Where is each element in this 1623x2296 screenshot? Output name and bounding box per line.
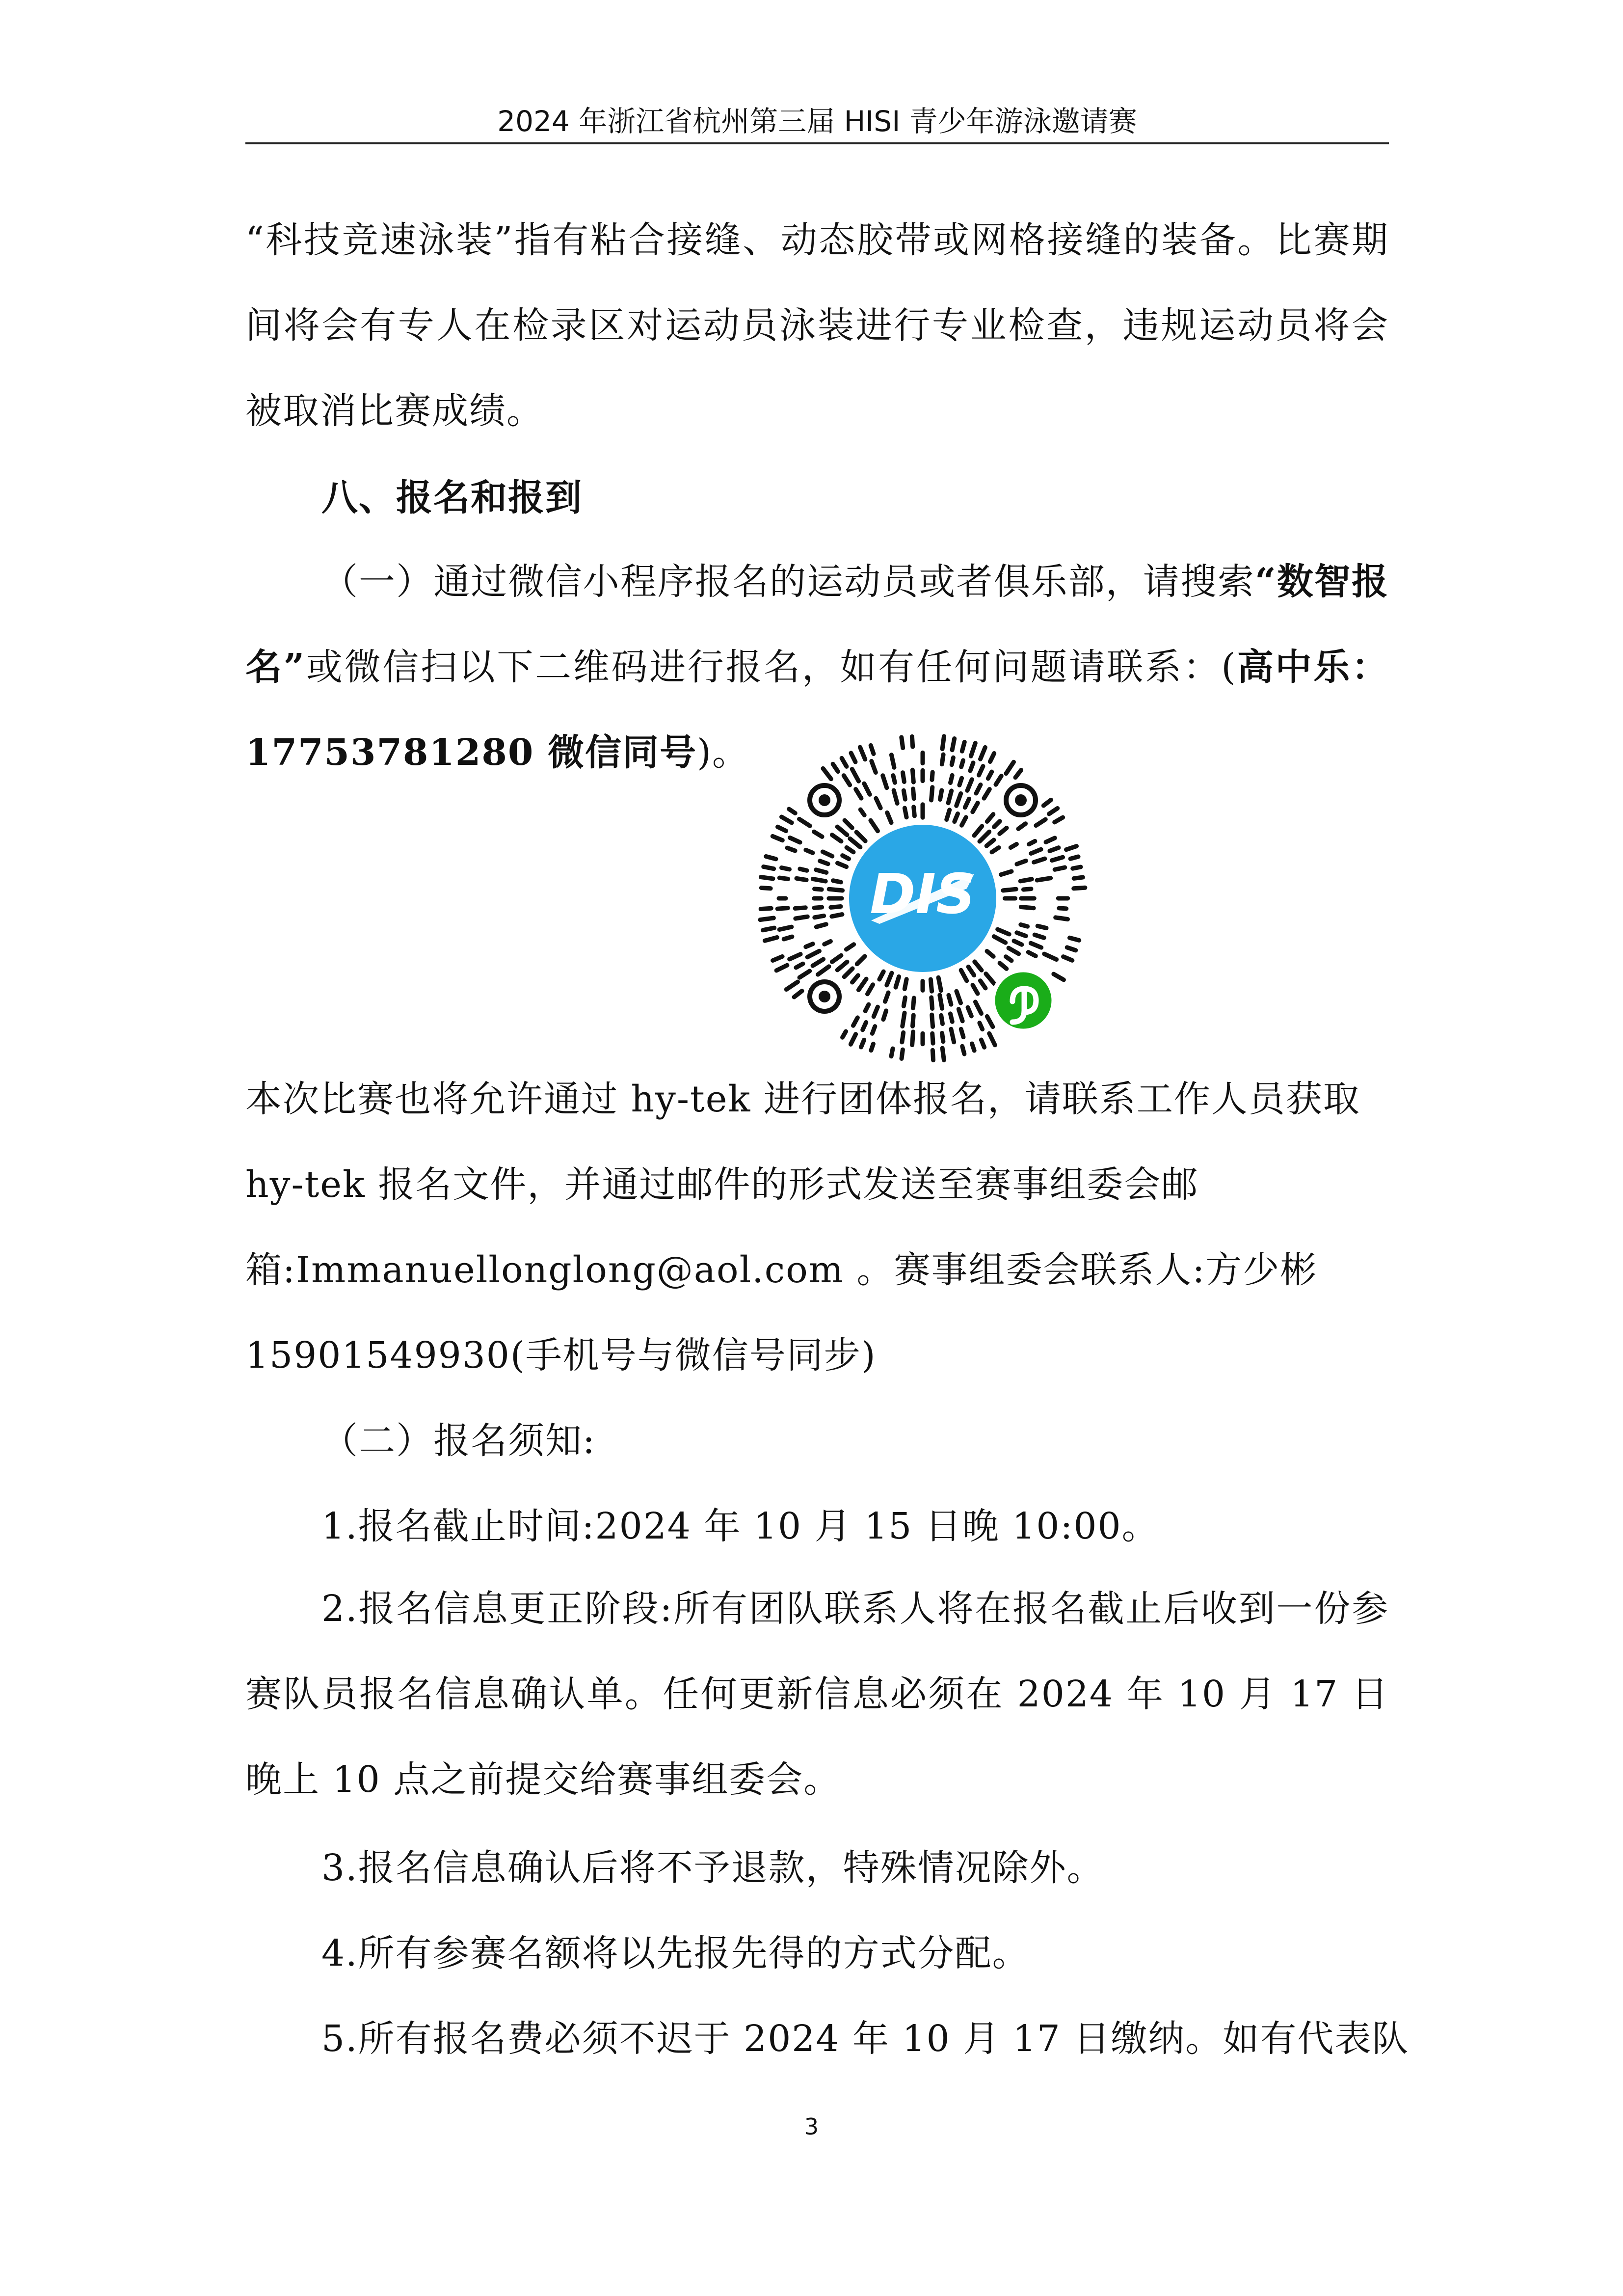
qr-code-tick — [994, 937, 1005, 943]
qr-code-tick — [773, 956, 783, 960]
hytek-line-4-phone: 15901549930(手机号与微信号同步) — [245, 1334, 877, 1377]
qr-code-tick — [942, 1033, 943, 1042]
qr-code-tick — [961, 1029, 963, 1037]
qr-code-tick — [1074, 877, 1083, 878]
qr-code-tick — [975, 962, 982, 970]
qr-code-tick — [968, 967, 974, 975]
qr-code-tick — [905, 979, 906, 989]
qr-code-tick — [940, 790, 942, 800]
qr-code-tick — [965, 799, 969, 808]
qr-code-tick — [806, 850, 813, 853]
contact-phone: 高中乐：17753781280 微信同号 — [245, 646, 1389, 774]
qr-code-tick — [823, 768, 831, 779]
qr-code-tick — [852, 769, 858, 782]
header-rule — [245, 142, 1389, 144]
qr-code-tick — [846, 945, 853, 949]
qr-code-tick — [951, 1029, 954, 1042]
qr-code-tick — [806, 944, 813, 947]
qr-code-tick — [980, 981, 985, 988]
qr-code-tick — [1023, 889, 1031, 890]
qr-code-tick — [786, 982, 798, 990]
qr-code-tick — [1028, 952, 1036, 956]
qr-code-tick — [903, 1013, 905, 1026]
qr-code-tick — [782, 868, 790, 869]
qr-code-tick — [885, 993, 889, 1001]
wechat-reg-text-1: （一）通过微信小程序报名的运动员或者俱乐部，请搜索 — [321, 561, 1255, 603]
qr-code-tick — [796, 917, 808, 918]
qr-code-tick — [1021, 907, 1034, 908]
qr-code-tick — [1017, 933, 1026, 936]
qr-code-tick — [1073, 867, 1081, 868]
qr-code-tick — [986, 974, 994, 984]
qr-code-tick — [902, 1032, 904, 1042]
wechat-reg-text-2: 或微信扫以下二维码进行报名，如有任何问题请联系：( — [305, 646, 1237, 688]
qr-code-tick — [987, 951, 993, 957]
qr-code-tick — [764, 867, 774, 869]
qr-code-tick — [779, 878, 788, 879]
qr-code-tick — [987, 1016, 993, 1026]
qr-code-tick — [790, 838, 800, 842]
qr-code-tick — [996, 776, 1001, 785]
qr-code-tick — [1074, 888, 1085, 889]
qr-code-tick — [959, 778, 962, 785]
qr-code-tick — [765, 938, 777, 941]
notice-item-5: 5.所有报名费必须不迟于 2024 年 10 月 17 日缴纳。如有代表队 — [321, 2018, 1410, 2060]
qr-code-tick — [1006, 762, 1014, 773]
qr-code-tick — [887, 812, 891, 822]
qr-code-tick — [820, 861, 828, 864]
qr-code-tick — [772, 836, 782, 840]
qr-code-tick — [973, 985, 978, 994]
qr-code-tick — [1006, 957, 1012, 961]
qr-code-tick — [1064, 957, 1072, 961]
qr-code-tick — [1056, 918, 1068, 919]
qr-code-tick — [782, 817, 792, 823]
qr-code-tick — [861, 1040, 864, 1047]
qr-code-tick — [776, 965, 787, 971]
qr-code-tick — [992, 848, 999, 852]
search-keyword: “数智报名” — [245, 561, 1389, 688]
qr-code-tick — [987, 814, 993, 822]
qr-code-tick — [958, 1009, 962, 1021]
qr-code-tick — [961, 970, 967, 981]
qr-code-tick — [989, 1033, 995, 1045]
qr-code-tick — [761, 908, 771, 909]
qr-code-tick — [832, 915, 842, 917]
qr-code-tick — [876, 798, 880, 808]
qr-code-tick — [962, 1046, 964, 1054]
qr-code-tick — [872, 761, 876, 773]
qr-code-tick — [815, 916, 824, 918]
qr-code-tick — [832, 835, 841, 841]
qr-code-tick — [857, 956, 865, 964]
qr-code-tick — [856, 789, 861, 799]
qr-code-tick — [1021, 925, 1028, 927]
qr-code-tick — [779, 927, 792, 929]
qr-code-tick — [763, 928, 774, 930]
qr-code-tick — [813, 879, 825, 882]
qr-code-tick — [988, 772, 992, 779]
qr-code-tick — [837, 962, 847, 970]
running-header: 2024 年浙江省杭州第三届 HISI 青少年游泳邀请赛 — [497, 105, 1137, 138]
qr-code-tick — [1044, 954, 1057, 959]
qr-code-tick — [1050, 848, 1059, 851]
qr-code-tick — [794, 991, 802, 997]
qr-code-tick — [981, 747, 985, 759]
qr-code-tick — [1015, 770, 1021, 778]
qr-code-tick — [813, 959, 824, 966]
qr-code-tick — [1066, 846, 1077, 850]
qr-code-tick — [931, 787, 932, 800]
qr-code-tick — [904, 998, 905, 1006]
qr-code-tick — [902, 1050, 903, 1058]
qr-code-tick — [837, 827, 847, 835]
qr-code-tick — [905, 808, 906, 817]
qr-code-tick — [951, 775, 953, 783]
qr-code-tick — [894, 790, 897, 804]
qr-code-tick — [858, 979, 866, 990]
qr-code-tick — [1029, 841, 1035, 844]
qr-code-tick — [790, 954, 801, 959]
qr-code-tick — [832, 955, 841, 962]
qr-code-tick — [1014, 941, 1022, 945]
qr-code-tick — [979, 766, 983, 775]
qr-code-tick — [829, 889, 843, 891]
qr-code-tick — [1020, 879, 1032, 881]
qr-code-tick — [942, 736, 944, 749]
qr-code-tick — [843, 856, 849, 859]
qr-code-tick — [957, 794, 961, 806]
qr-code-tick — [912, 770, 913, 782]
qr-code-tick — [961, 760, 963, 767]
qr-code-tick — [887, 973, 892, 985]
qr-code-tick — [761, 888, 771, 889]
qr-code-tick — [967, 780, 972, 791]
qr-code-tick — [883, 776, 887, 788]
qr-code-tick — [1031, 849, 1041, 853]
hytek-line-1: 本次比赛也将允许通过 hy-tek 进行团体报名，请联系工作人员获取 — [245, 1078, 1360, 1120]
qr-code-tick — [1055, 817, 1063, 822]
qr-code-tick — [799, 819, 810, 826]
qr-code-tick — [874, 1007, 878, 1017]
notice-item-1: 1.报名截止时间:2024 年 10 月 15 日晚 10:00。 — [321, 1505, 1159, 1547]
qr-code-tick — [976, 785, 981, 794]
qr-code-tick — [1000, 828, 1007, 834]
qr-code-tick — [843, 1031, 846, 1037]
qr-code-tick — [787, 848, 795, 851]
qr-code-tick — [1049, 809, 1058, 814]
qr-code-tick — [799, 971, 810, 977]
qr-code-tick — [1017, 861, 1026, 864]
qr-code-tick — [842, 758, 847, 766]
qr-code-tick — [912, 1032, 913, 1045]
qr-code-tick — [971, 743, 975, 756]
qr-code-tick — [1054, 974, 1064, 980]
qr-code-tick — [853, 1018, 858, 1026]
qr-code-tick — [891, 1049, 893, 1056]
subsection-heading-notice: （二）报名须知: — [321, 1420, 596, 1462]
qr-code-tick — [863, 1023, 866, 1030]
qr-code-tick — [1035, 935, 1044, 938]
qr-code-tick — [789, 809, 796, 813]
qr-code-tick — [949, 995, 951, 1004]
wechat-reg-text-3: )。 — [697, 731, 750, 774]
qr-code-tick — [903, 773, 904, 782]
qr-code-tick — [868, 985, 873, 994]
qr-code-tick — [975, 1002, 981, 1014]
qr-code-tick — [864, 783, 870, 794]
qr-code-tick — [1046, 838, 1055, 842]
qr-code-tick — [962, 742, 964, 752]
qr-code-tick — [807, 951, 819, 957]
qr-code-tick — [904, 790, 905, 799]
qr-code-tick — [784, 937, 792, 939]
qr-code-tick — [814, 832, 823, 837]
dis-logo-icon — [870, 863, 975, 926]
qr-code-tick — [833, 881, 841, 882]
qr-code-tick — [860, 810, 864, 815]
section-heading-registration: 八、报名和报到 — [321, 477, 583, 519]
qr-code-tick — [1052, 857, 1063, 861]
qr-code-tick — [947, 810, 950, 820]
qr-code-tick — [984, 789, 989, 799]
qr-code-tick — [850, 838, 860, 847]
notice-item-3: 3.报名信息确认后将不予退款，特殊情况除外。 — [321, 1847, 1104, 1889]
qr-code-tick — [1067, 947, 1076, 950]
qr-code-tick — [913, 1015, 914, 1026]
qr-code-tick — [871, 1044, 874, 1050]
qr-code-tick — [777, 908, 788, 909]
qr-code-tick — [1055, 867, 1065, 869]
qr-code-tick — [760, 918, 773, 920]
qr-code-tick — [865, 1004, 869, 1011]
qr-code-tick — [942, 755, 943, 764]
qr-code-tick — [914, 807, 915, 816]
qr-code-tick — [902, 737, 903, 748]
qr-code-tick — [973, 803, 978, 812]
qr-code-tick — [872, 1026, 875, 1034]
qr-code-tick — [851, 753, 855, 762]
qr-code-tick — [796, 964, 803, 968]
qr-code-tick — [990, 754, 994, 762]
qr-code-tick — [931, 998, 932, 1009]
qr-code-tick — [957, 991, 961, 1003]
qr-code-tick — [891, 755, 894, 768]
qr-code-tick — [818, 967, 829, 974]
qr-code-tick — [851, 1034, 855, 1045]
mini-program-qr-code — [751, 727, 1094, 1070]
qr-code-tick — [825, 942, 831, 945]
qr-code-tick — [893, 776, 895, 783]
qr-code-tick — [970, 763, 973, 771]
qr-code-tick — [860, 747, 865, 759]
qr-code-tick — [1070, 857, 1078, 859]
qr-code-tick — [852, 975, 858, 982]
qr-code-tick — [968, 1007, 971, 1016]
qr-finder-top-right — [1006, 785, 1036, 815]
hytek-line-3-email: 箱:Immanuellonglong@aol.com 。赛事组委会联系人:方少彬 — [245, 1249, 1318, 1291]
qr-logo-text: DIS — [870, 863, 976, 926]
qr-code-tick — [1011, 844, 1016, 848]
qr-code-tick — [831, 907, 841, 908]
qr-code-tick — [952, 757, 953, 765]
qr-code-tick — [1059, 908, 1066, 909]
wechat-mini-program-icon — [993, 970, 1054, 1031]
qr-code-tick — [1003, 889, 1016, 891]
qr-code-tick — [1018, 824, 1026, 829]
qr-code-tick — [816, 924, 826, 927]
qr-code-tick — [823, 852, 832, 856]
qr-code-tick — [1034, 859, 1045, 862]
qr-code-tick — [1070, 938, 1079, 940]
qr-code-tick — [1009, 948, 1019, 954]
qr-code-tick — [972, 1044, 975, 1051]
qr-code-tick — [1000, 963, 1007, 969]
qr-code-tick — [844, 969, 852, 977]
qr-code-tick — [778, 827, 786, 831]
qr-code-tick — [814, 907, 822, 908]
notice-item-4: 4.所有参赛名额将以先报先得的方式分配。 — [321, 1932, 1030, 1974]
qr-code-tick — [879, 972, 883, 979]
qr-code-tick — [883, 1011, 886, 1020]
qr-code-tick — [980, 1023, 983, 1029]
qr-code-tick — [981, 1040, 984, 1047]
qr-code-tick — [955, 814, 958, 822]
qr-code-tick — [980, 832, 989, 841]
qr-code-tick — [815, 889, 822, 890]
qr-code-tick — [932, 1050, 933, 1060]
qr-code-tick — [986, 840, 994, 846]
qr-code-tick — [1043, 800, 1051, 806]
qr-code-tick — [766, 857, 776, 859]
qr-finder-top-left — [810, 785, 839, 815]
qr-code-tick — [952, 739, 955, 750]
qr-code-tick — [800, 869, 807, 870]
qr-code-tick — [847, 847, 853, 852]
qr-code-tick — [1031, 943, 1041, 947]
qr-code-tick — [974, 826, 982, 836]
qr-code-tick — [1037, 878, 1050, 880]
qr-code-tick — [1036, 819, 1045, 826]
qr-code-tick — [896, 976, 899, 987]
page-number: 3 — [804, 2113, 819, 2140]
qr-code-tick — [816, 870, 826, 873]
qr-code-tick — [871, 745, 874, 754]
qr-code-tick — [962, 817, 966, 826]
qr-code-tick — [948, 791, 952, 803]
paragraph-swimsuit-rule: “科技竞速泳装”指有粘合接缝、动态胶带或网格接缝的装备。比赛期间将会有专人在检录区对运动员泳装进行专业检查，违规运动员将会被取消比赛成绩。 — [245, 219, 1389, 432]
hytek-line-2: hy-tek 报名文件，并通过邮件的形式发送至赛事组委会邮 — [245, 1163, 1199, 1206]
qr-code-tick — [871, 820, 878, 831]
qr-code-tick — [950, 1014, 952, 1022]
qr-code-tick — [941, 1015, 943, 1024]
qr-code-tick — [913, 998, 914, 1008]
qr-code-tick — [940, 995, 942, 1008]
qr-code-tick — [856, 832, 865, 841]
qr-code-tick — [795, 908, 805, 909]
qr-code-tick — [998, 929, 1010, 934]
qr-code-tick — [932, 1015, 933, 1026]
qr-finder-bottom-left — [810, 982, 839, 1011]
qr-code-tick — [838, 863, 847, 867]
qr-code-tick — [1001, 871, 1011, 875]
qr-code-tick — [994, 821, 1000, 827]
qr-code-tick — [844, 776, 850, 785]
qr-code-tick — [1038, 926, 1046, 928]
qr-code-tick — [942, 1048, 944, 1060]
qr-code-tick — [797, 878, 806, 880]
qr-code-tick — [938, 977, 941, 991]
qr-code-tick — [913, 789, 914, 799]
qr-code-tick — [845, 820, 852, 828]
notice-item-2: 2.报名信息更正阶段:所有团队联系人将在报名截止后收到一份参赛队员报名信息确认单。任何更新信息必须在 2024 年 10 月 17 日晚上 10 点之前提交给赛事组委会。 — [245, 1588, 1389, 1801]
qr-code-tick — [932, 1033, 933, 1043]
qr-code-tick — [761, 877, 773, 879]
qr-code-tick — [833, 764, 838, 771]
